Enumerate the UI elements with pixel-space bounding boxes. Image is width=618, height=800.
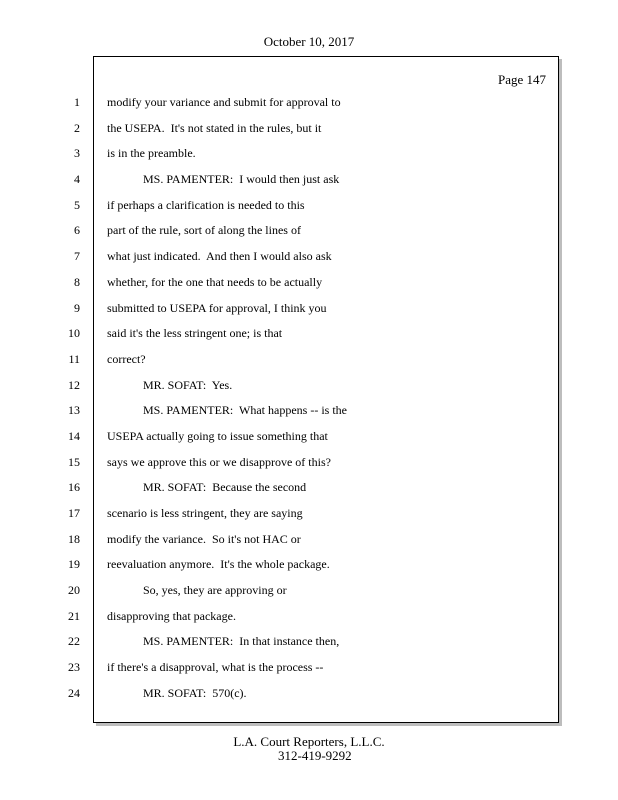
footer-company: L.A. Court Reporters, L.L.C. <box>233 734 385 749</box>
line-number: 17 <box>68 506 80 520</box>
line-number: 16 <box>68 480 80 495</box>
transcript-line: MR. SOFAT: Because the second <box>143 480 307 495</box>
transcript-line: what just indicated. And then I would also ask <box>107 249 332 264</box>
page-number: Page 147 <box>497 72 546 87</box>
line-number: 1 <box>74 95 80 109</box>
line-number-column <box>40 92 80 709</box>
line-number: 22 <box>68 634 80 649</box>
transcript-line: scenario is less stringent, they are saying <box>107 506 303 520</box>
transcript-line: MS. PAMENTER: What happens -- is the <box>143 403 347 418</box>
line-number: 2 <box>74 120 80 135</box>
transcript-line: is in the preamble. <box>107 146 196 161</box>
line-number: 6 <box>74 223 80 238</box>
line-number: 10 <box>68 326 80 341</box>
line-number: 23 <box>68 660 80 675</box>
transcript-line: correct? <box>107 351 146 366</box>
transcript-line: modify your variance and submit for approval to <box>107 95 341 109</box>
line-number: 8 <box>74 274 80 289</box>
line-number: 12 <box>68 377 80 392</box>
transcript-line: MS. PAMENTER: I would then just ask <box>143 172 340 187</box>
line-number: 14 <box>68 428 80 443</box>
transcript-line: MR. SOFAT: Yes. <box>143 377 233 392</box>
line-number: 19 <box>68 557 80 572</box>
transcript-line: disapproving that package. <box>107 608 236 623</box>
header-date: October 10, 2017 <box>263 34 355 49</box>
line-number: 9 <box>74 300 80 315</box>
transcript-line: if perhaps a clarification is needed to this <box>107 197 305 212</box>
footer-phone: 312-419-9292 <box>278 748 352 763</box>
line-number: 20 <box>68 583 80 598</box>
transcript-line: said it's the less stringent one; is that <box>107 326 283 341</box>
transcript-line: whether, for the one that needs to be actually <box>107 274 323 289</box>
transcript-line: says we approve this or we disapprove of this? <box>107 454 331 469</box>
transcript-text <box>107 92 547 709</box>
line-number: 13 <box>68 403 80 418</box>
transcript-line: part of the rule, sort of along the lines of <box>107 223 301 238</box>
transcript-line: MR. SOFAT: 570(c). <box>143 685 247 700</box>
line-number: 5 <box>74 197 80 212</box>
line-number: 21 <box>68 608 80 623</box>
line-number: 7 <box>74 249 80 264</box>
transcript-line: modify the variance. So it's not HAC or <box>107 531 301 546</box>
transcript-line: reevaluation anymore. It's the whole package. <box>107 557 330 572</box>
line-number: 3 <box>74 146 80 161</box>
transcript-line: MS. PAMENTER: In that instance then, <box>143 634 340 649</box>
transcript-line: the USEPA. It's not stated in the rules, but it <box>107 120 322 135</box>
line-number: 18 <box>68 531 80 546</box>
transcript-line: USEPA actually going to issue something that <box>107 428 328 443</box>
transcript-line: if there's a disapproval, what is the process -- <box>107 660 324 675</box>
line-number: 24 <box>68 685 80 700</box>
transcript-line: So, yes, they are approving or <box>143 583 287 598</box>
line-number: 15 <box>68 454 80 469</box>
line-number: 11 <box>68 351 80 366</box>
line-number: 4 <box>74 172 80 187</box>
transcript-line: submitted to USEPA for approval, I think you <box>107 300 327 315</box>
